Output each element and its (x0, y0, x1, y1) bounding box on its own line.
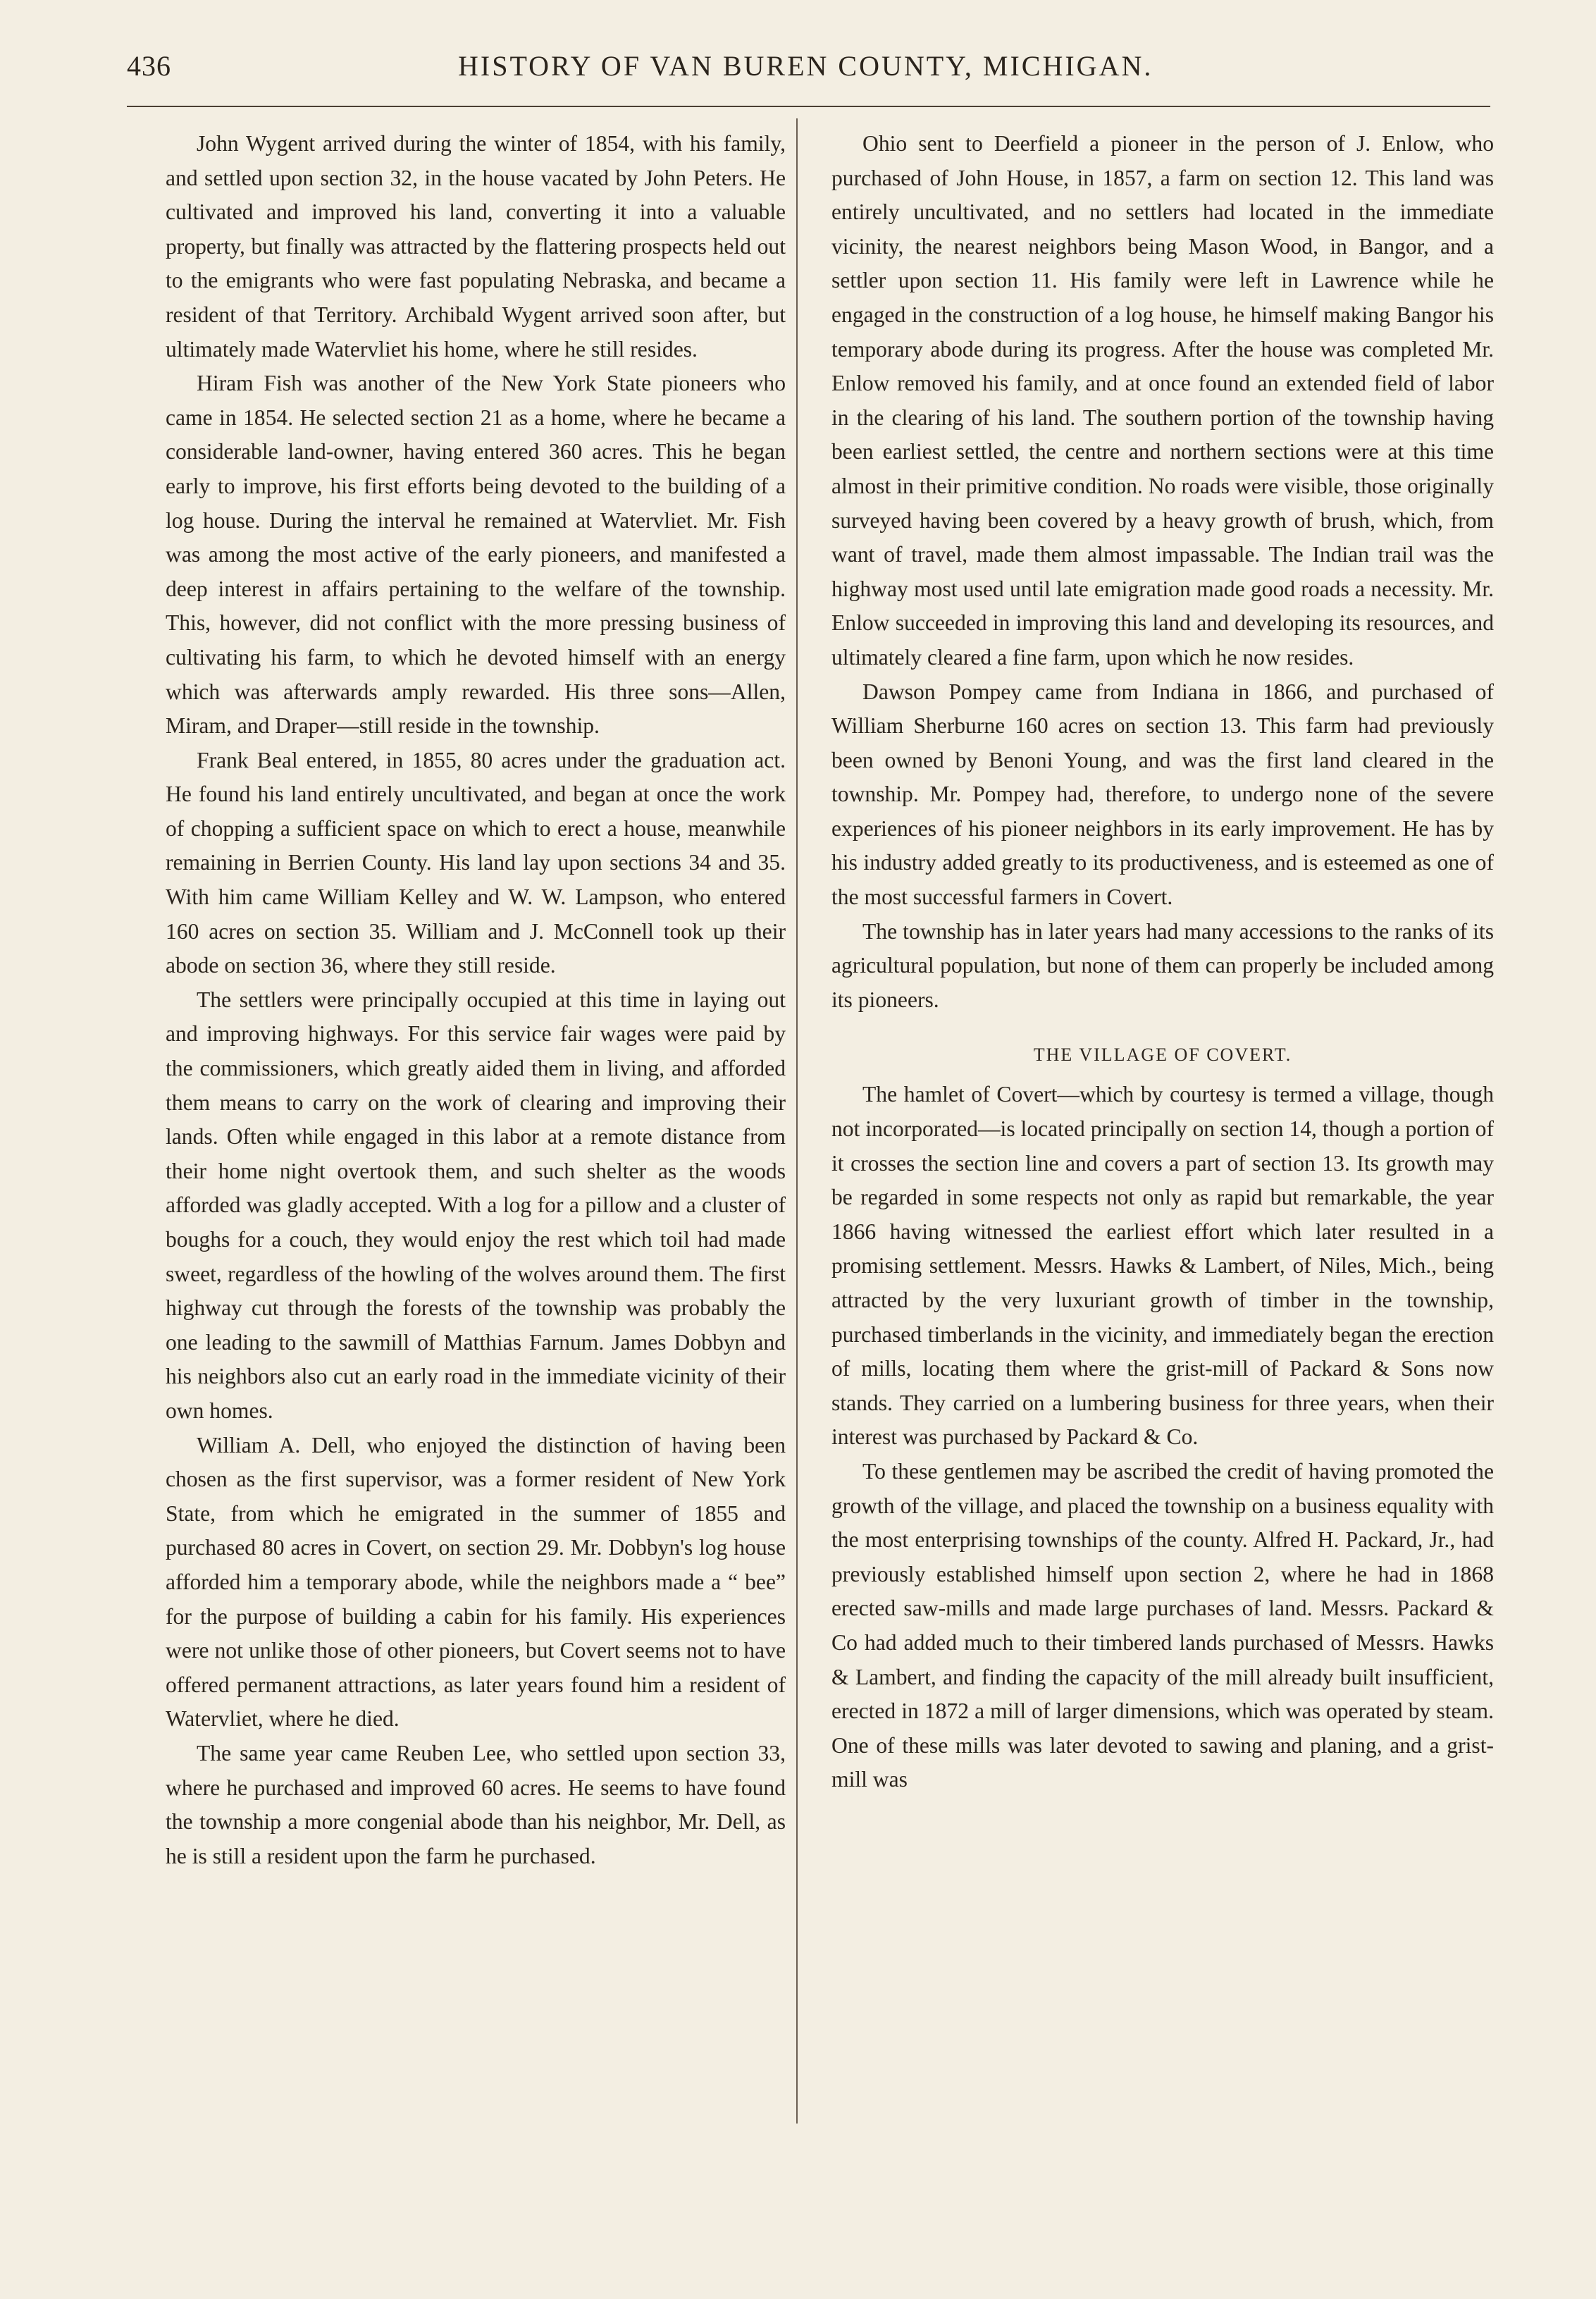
page-number: 436 (127, 50, 171, 82)
paragraph: John Wygent arrived during the winter of 1854, with his family, and settled upon section 32, in the house vacated by John Peters. He cultivated and improved his land, converting it into a valuable property, but finally was attracted by the flattering prospects held out to the emigrants who were fast populating Nebraska, and became a resident of that Territory. Archibald Wygent arrived soon after, but ultimately made Watervliet his home, where he still resides. (166, 131, 786, 362)
paragraph: The settlers were principally occupied at this time in laying out and improving highways. For this service fair wages were paid by the commissioners, which greatly aided them in living, and afforded them means to carry on the work of clearing and improving their lands. Often while engaged in this labor at a remote distance from their home night overtook them, and such shelter as the woods afforded was gladly accepted. With a log for a pillow and a cluster of boughs for a couch, they would enjoy the rest which toil had made sweet, regardless of the howling of the wolves around them. The first highway cut through the forests of the township was probably the one leading to the sawmill of Matthias Farnum. James Dobbyn and his neighbors also cut an early road in the immediate vicinity of their own homes. (166, 987, 786, 1423)
paragraph: Ohio sent to Deerfield a pioneer in the person of J. Enlow, who purchased of John House, in 1857, a farm on section 12. This land was entirely uncultivated, and no settlers had located in the immediate vicinity, the nearest neighbors being Mason Wood, in Bangor, and a settler upon section 11. His family were left in Lawrence while he engaged in the construction of a log house, he himself making Bangor his temporary abode during its progress. After the house was completed Mr. Enlow removed his family, and at once found an extended field of labor in the clearing of his land. The southern portion of the township having been earliest settled, the centre and northern sections were at this time almost in their primitive condition. No roads were visible, those originally surveyed having been covered by a heavy growth of brush, which, from want of travel, made them almost impassable. The Indian trail was the highway most used until late emigration made good roads a necessity. Mr. Enlow succeeded in improving this land and developing its resources, and ultimately cleared a fine farm, upon which he now resides. (831, 131, 1494, 670)
page-header (127, 49, 1490, 92)
paragraph: William A. Dell, who enjoyed the distinction of having been chosen as the first supervisor, was a former resident of New York State, from which he emigrated in the summer of 1855 and purchased 80 acres in Covert, on section 29. Mr. Dobbyn's log house afforded him a temporary abode, while the neighbors made a “ bee” for the purpose of building a cabin for his family. His experiences were not unlike those of other pioneers, but Covert seems not to have offered permanent attractions, as later years found him a resident of Watervliet, where he died. (166, 1432, 786, 1732)
paragraph: The same year came Reuben Lee, who settled upon section 33, where he purchased and improved 60 acres. He seems to have found the township a more congenial abode than his neighbor, Mr. Dell, as he is still a resident upon the farm he purchased. (166, 1740, 786, 1868)
paragraph: The township has in later years had many accessions to the ranks of its agricultural population, but none of them can properly be included among its pioneers. (831, 918, 1494, 1012)
running-title: HISTORY OF VAN BUREN COUNTY, MICHIGAN. (458, 50, 1153, 82)
right-column (831, 127, 1494, 1797)
paragraph: Hiram Fish was another of the New York State pioneers who came in 1854. He selected section 21 as a home, where he became a considerable land-owner, having entered 360 acres. This he began early to improve, his first efforts being devoted to the building of a log house. During the interval he remained at Watervliet. Mr. Fish was among the most active of the early pioneers, and manifested a deep interest in affairs pertaining to the welfare of the township. This, however, did not conflict with the more pressing business of cultivating his farm, to which he devoted himself with an energy which was afterwards amply rewarded. His three sons—Allen, Miram, and Draper—still reside in the township. (166, 371, 786, 739)
header-rule (127, 106, 1490, 107)
paragraph: Dawson Pompey came from Indiana in 1866, and purchased of William Sherburne 160 acres on section 13. This farm had previously been owned by Benoni Young, and was the first land cleared in the township. Mr. Pompey had, therefore, to undergo none of the severe experiences of his pioneer neighbors in its early improvement. He has by his industry added greatly to its productiveness, and is esteemed as one of the most successful farmers in Covert. (831, 679, 1494, 910)
left-column (166, 127, 786, 1873)
paragraph: Frank Beal entered, in 1855, 80 acres under the graduation act. He found his land entirely uncultivated, and began at once the work of chopping a sufficient space on which to erect a house, meanwhile remaining in Berrien County. His land lay upon sections 34 and 35. With him came William Kelley and W. W. Lampson, who entered 160 acres on section 35. William and J. McConnell took up their abode on section 36, where they still reside. (166, 747, 786, 978)
section-heading: THE VILLAGE OF COVERT. (1033, 1044, 1292, 1066)
paragraph: The hamlet of Covert—which by courtesy is termed a village, though not incorporated—is located principally on section 14, though a portion of it crosses the section line and covers a part of section 13. Its growth may be regarded in some respects not only as rapid but remarkable, the year 1866 having witnessed the earliest effort which later resulted in a promising settlement. Messrs. Hawks & Lambert, of Niles, Mich., being attracted by the very luxuriant growth of timber in the township, purchased timberlands in the vicinity, and immediately began the erection of mills, locating them where the grist-mill of Packard & Sons now stands. They carried on a lumbering business for three years, when their interest was purchased by Packard & Co. (831, 1082, 1494, 1450)
column-divider (796, 118, 798, 2124)
paragraph: To these gentlemen may be ascribed the credit of having promoted the growth of the village, and placed the township on a business equality with the most enterprising townships of the county. Alfred H. Packard, Jr., had previously established himself upon section 2, where he had in 1868 erected saw-mills and made large purchases of land. Messrs. Packard & Co had added much to their timbered lands purchased of Messrs. Hawks & Lambert, and finding the capacity of the mill already built insufficient, erected in 1872 a mill of larger dimensions, which was operated by steam. One of these mills was later devoted to sawing and planing, and a grist-mill was (831, 1458, 1494, 1792)
